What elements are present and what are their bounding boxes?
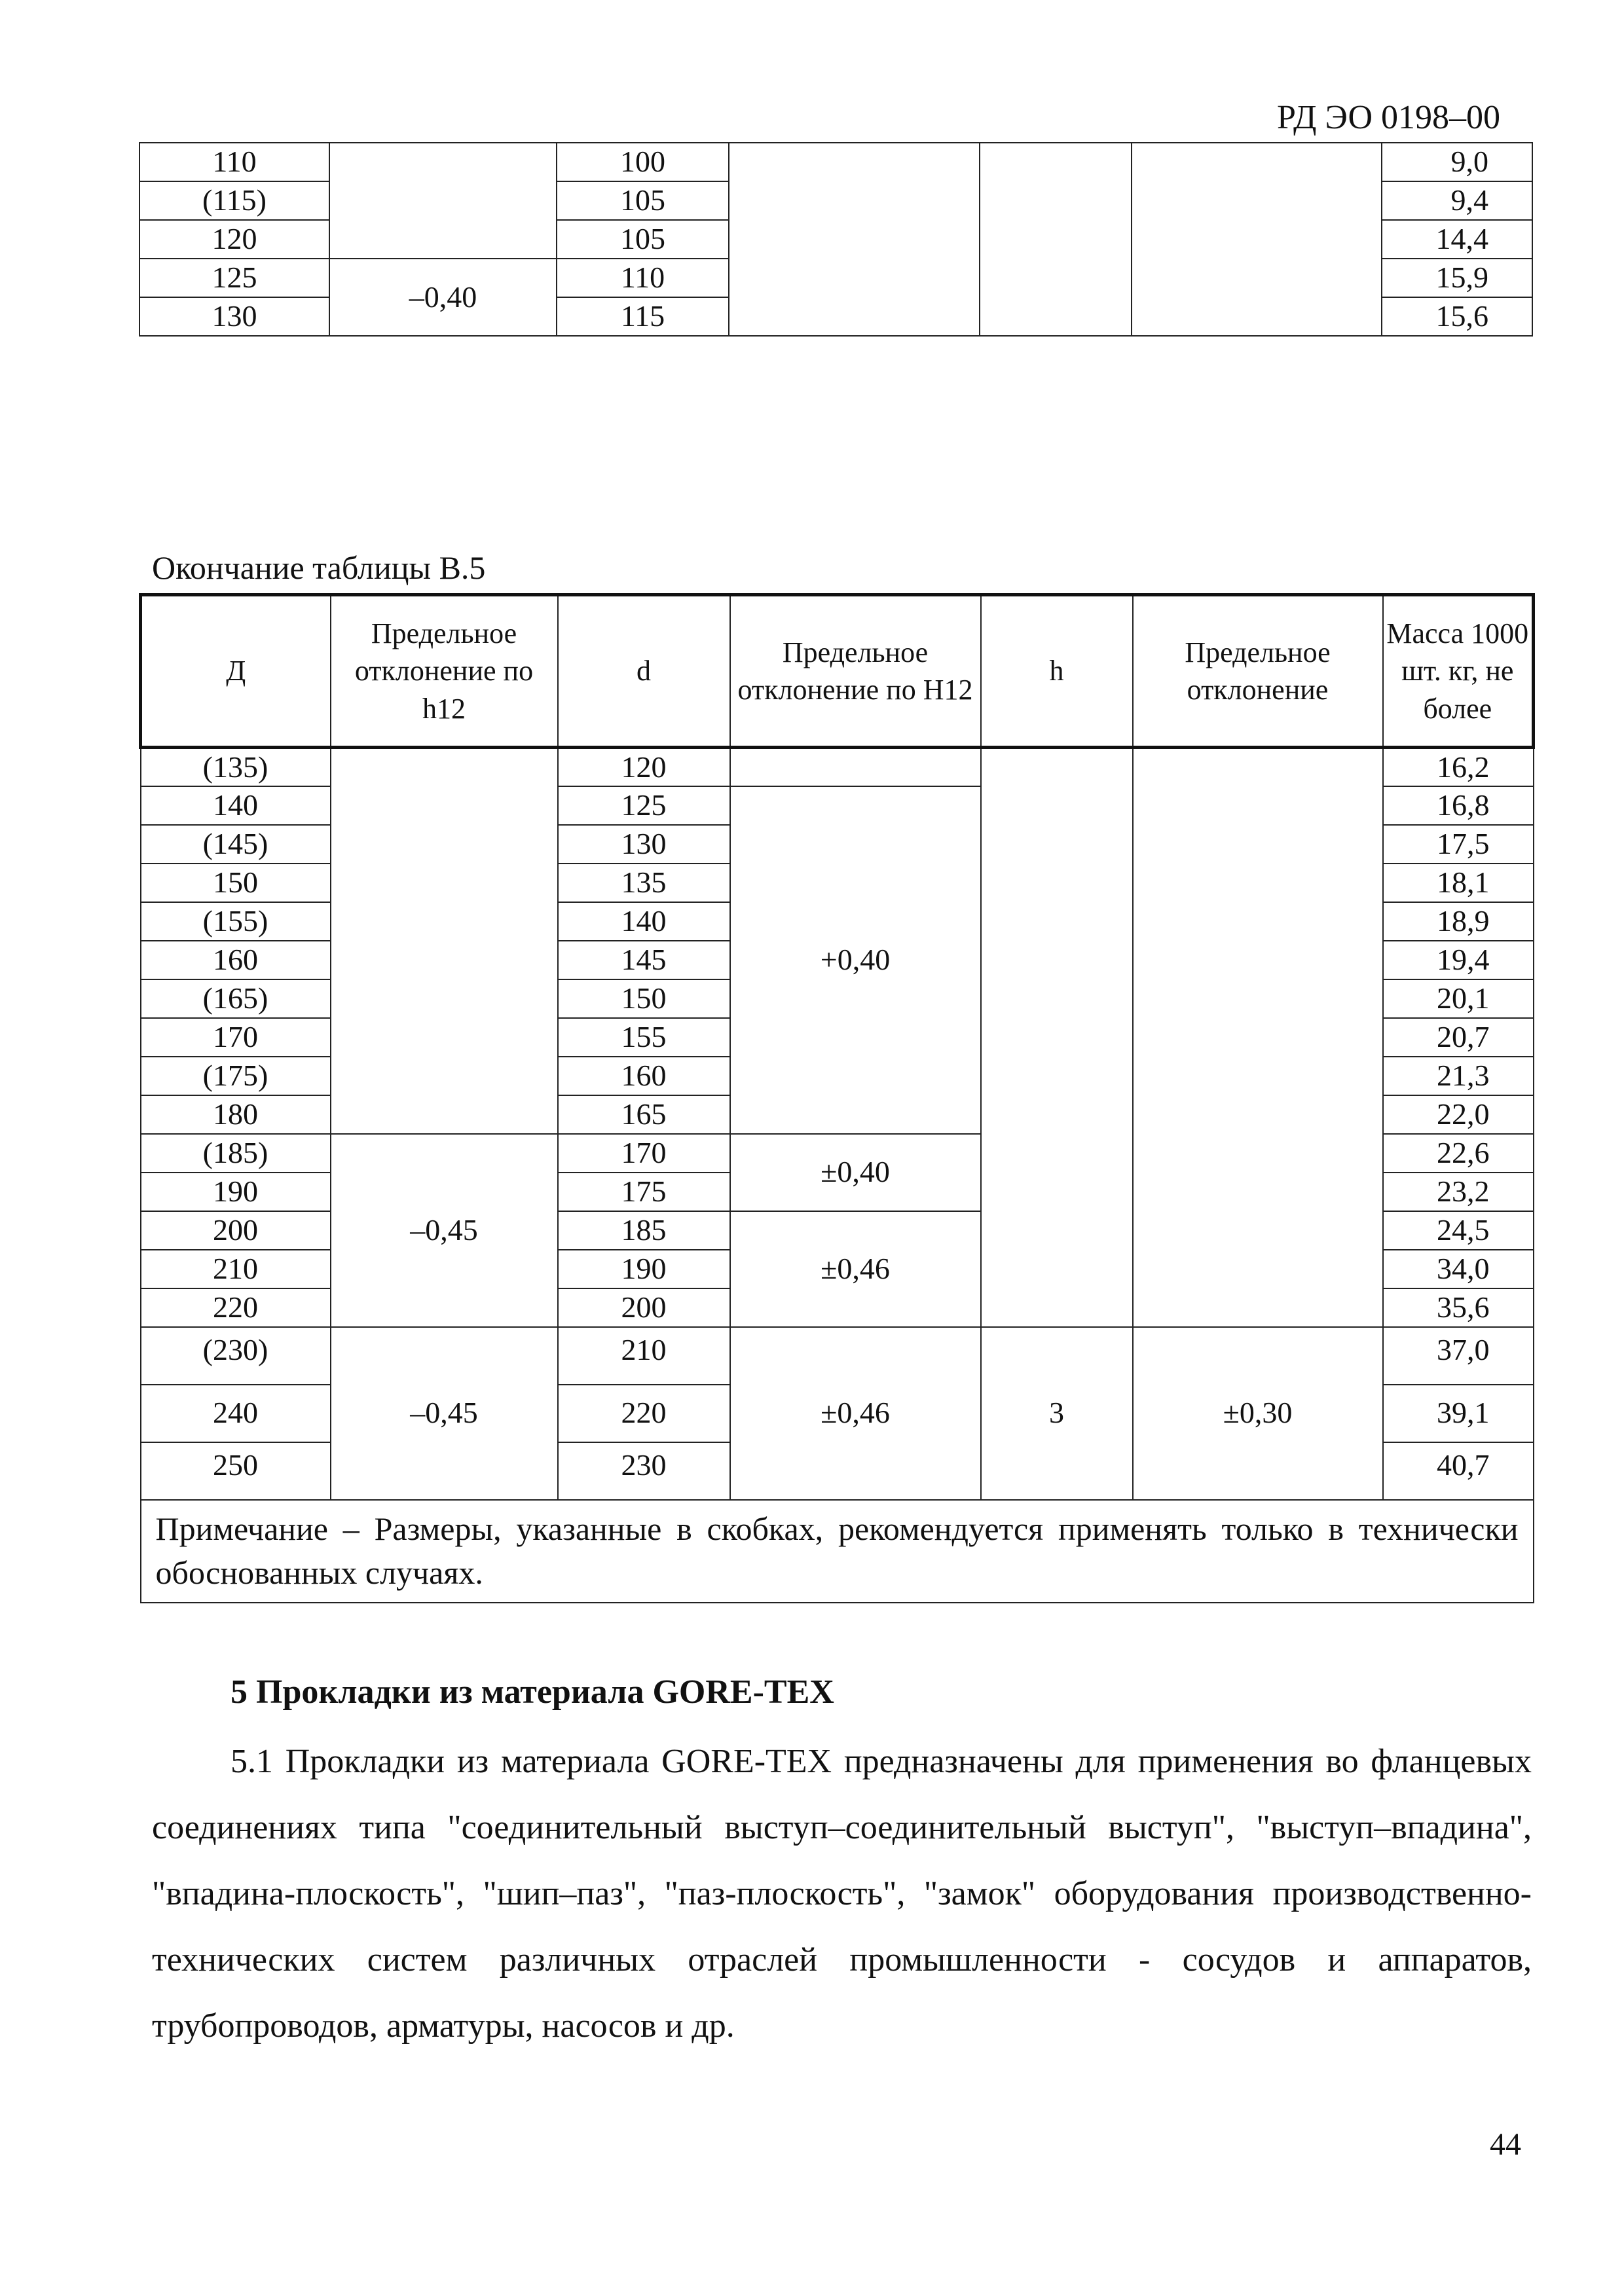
cell-d-inner: 105: [557, 181, 729, 220]
cell-dev-h12: –0,45: [331, 1327, 558, 1500]
cell-d-outer: 170: [141, 1018, 331, 1057]
cell-mass: 9,0: [1382, 143, 1532, 181]
cell-dev-h12: –0,45: [331, 1134, 558, 1327]
cell-d-inner: 130: [558, 825, 730, 864]
table-row: [141, 1327, 1534, 1385]
cell-mass: 34,0: [1383, 1250, 1534, 1288]
cell-d-outer: 160: [141, 941, 331, 979]
cell-mass: 21,3: [1383, 1057, 1534, 1095]
cell-mass: 20,7: [1383, 1018, 1534, 1057]
cell-d-inner: 170: [558, 1134, 730, 1173]
cell-d-outer: (155): [141, 902, 331, 941]
header-dev: Предельное отклонение: [1133, 595, 1383, 748]
cell-dev-H12: ±0,46: [730, 1211, 981, 1327]
document-code: РД ЭО 0198–00: [1277, 99, 1500, 136]
cell-mass: 17,5: [1383, 825, 1534, 864]
cell-mass: 15,9: [1382, 259, 1532, 297]
cell-mass: 23,2: [1383, 1173, 1534, 1211]
cell-d-outer: (165): [141, 979, 331, 1018]
cell-d-inner: 105: [557, 220, 729, 259]
cell-mass: 35,6: [1383, 1288, 1534, 1327]
cell-d-outer: 110: [139, 143, 329, 181]
table-note: Примечание – Размеры, указанные в скобках, рекомендуется применять только в технически обоснованных случаях.: [141, 1500, 1534, 1603]
table-note-row: [141, 1500, 1534, 1603]
cell-mass: 40,7: [1383, 1442, 1534, 1500]
cell-mass: 22,0: [1383, 1095, 1534, 1134]
cell-d-outer: 210: [141, 1250, 331, 1288]
cell-dev-H12: +0,40: [730, 786, 981, 1134]
cell-mass: 37,0: [1383, 1327, 1534, 1385]
cell-d-outer: 190: [141, 1173, 331, 1211]
cell-d-inner: 135: [558, 864, 730, 902]
cell-d-inner: 160: [558, 1057, 730, 1095]
cell-d-inner: 210: [558, 1327, 730, 1385]
cell-h-empty: [980, 143, 1132, 336]
cell-dev-H12-empty: [729, 143, 980, 336]
table-caption: Окончание таблицы В.5: [152, 549, 486, 586]
cell-mass: 9,4: [1382, 181, 1532, 220]
section-paragraph: 5.1 Прокладки из материала GORE-TEX предназначены для применения во фланцевых соединениях типа "соединительный выступ–соединительный выступ", "выступ–впадина", "впадина-плоскость", "шип–паз", "паз-плоскость", "замок" оборудования производственно-технических систем различных отраслей промышленности - сосудов и аппаратов, трубопроводов, арматуры, насосов и др.: [152, 1743, 1532, 2045]
cell-mass: 16,8: [1383, 786, 1534, 825]
cell-mass: 16,2: [1383, 748, 1534, 786]
cell-dev-empty: [1132, 143, 1382, 336]
cell-mass: 18,1: [1383, 864, 1534, 902]
cell-dev-empty: [1133, 748, 1383, 1327]
section-heading: 5 Прокладки из материала GORE-TEX: [231, 1673, 834, 1711]
cell-d-inner: 200: [558, 1288, 730, 1327]
cell-d-outer: 125: [139, 259, 329, 297]
cell-d-inner: 110: [557, 259, 729, 297]
cell-d-outer: (185): [141, 1134, 331, 1173]
cell-mass: 19,4: [1383, 941, 1534, 979]
cell-d-outer: 240: [141, 1385, 331, 1442]
header-dev-h12: Предельное отклонение по h12: [331, 595, 558, 748]
cell-d-outer: 180: [141, 1095, 331, 1134]
header-d-inner: d: [558, 595, 730, 748]
cell-dev-H12: ±0,46: [730, 1327, 981, 1500]
cell-d-inner: 165: [558, 1095, 730, 1134]
table-row: [139, 143, 1532, 181]
cell-mass: 24,5: [1383, 1211, 1534, 1250]
cell-d-inner: 145: [558, 941, 730, 979]
cell-mass: 20,1: [1383, 979, 1534, 1018]
cell-mass: 14,4: [1382, 220, 1532, 259]
cell-h-empty: [981, 748, 1133, 1327]
table-continuation-top: [139, 142, 1533, 337]
cell-dev-h12: –0,40: [329, 259, 557, 336]
cell-h: 3: [981, 1327, 1133, 1500]
header-mass: Масса 1000 шт. кг, не более: [1383, 595, 1534, 748]
cell-d-inner: 150: [558, 979, 730, 1018]
header-d-outer: Д: [141, 595, 331, 748]
cell-d-outer: 200: [141, 1211, 331, 1250]
cell-d-inner: 115: [557, 297, 729, 336]
cell-mass: 39,1: [1383, 1385, 1534, 1442]
cell-mass: 15,6: [1382, 297, 1532, 336]
cell-dev-h12-empty: [331, 748, 558, 1134]
cell-d-outer: 120: [139, 220, 329, 259]
cell-d-inner: 155: [558, 1018, 730, 1057]
cell-mass: 18,9: [1383, 902, 1534, 941]
cell-d-inner: 185: [558, 1211, 730, 1250]
header-h: h: [981, 595, 1133, 748]
cell-d-inner: 230: [558, 1442, 730, 1500]
cell-d-outer: (175): [141, 1057, 331, 1095]
cell-d-inner: 190: [558, 1250, 730, 1288]
cell-d-outer: (230): [141, 1327, 331, 1385]
cell-dev-h12-empty: [329, 143, 557, 259]
page-number: 44: [1490, 2127, 1521, 2162]
header-dev-H12: Предельное отклонение по Н12: [730, 595, 981, 748]
cell-d-inner: 140: [558, 902, 730, 941]
cell-mass: 22,6: [1383, 1134, 1534, 1173]
cell-dev: ±0,30: [1133, 1327, 1383, 1500]
table-row: [141, 748, 1534, 786]
cell-d-outer: 140: [141, 786, 331, 825]
cell-d-outer: (115): [139, 181, 329, 220]
cell-d-inner: 175: [558, 1173, 730, 1211]
cell-d-inner: 125: [558, 786, 730, 825]
cell-d-outer: 250: [141, 1442, 331, 1500]
cell-dev-H12-empty: [730, 748, 981, 786]
cell-d-outer: 150: [141, 864, 331, 902]
cell-d-outer: (135): [141, 748, 331, 786]
cell-d-inner: 220: [558, 1385, 730, 1442]
cell-d-outer: 220: [141, 1288, 331, 1327]
cell-dev-H12: ±0,40: [730, 1134, 981, 1211]
table-b5-end: [139, 593, 1535, 1603]
cell-d-inner: 100: [557, 143, 729, 181]
cell-d-inner: 120: [558, 748, 730, 786]
cell-d-outer: 130: [139, 297, 329, 336]
table-header-row: [141, 595, 1534, 748]
cell-d-outer: (145): [141, 825, 331, 864]
